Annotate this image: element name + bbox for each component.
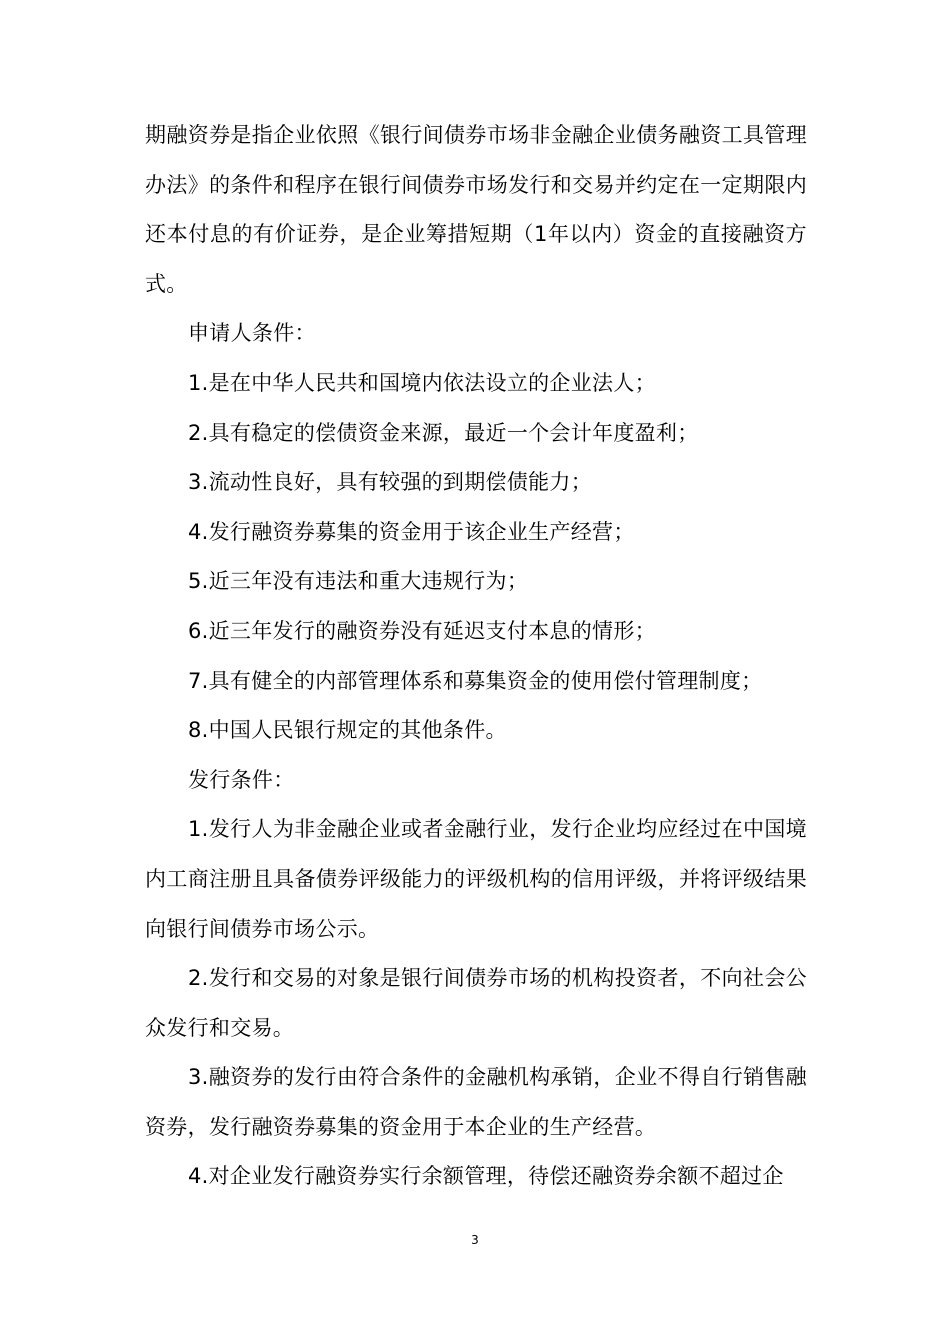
- paragraph: 1.是在中华人民共和国境内依法设立的企业法人；: [188, 370, 656, 395]
- page-number: 3: [471, 1233, 479, 1247]
- paragraph: 1.发行人为非金融企业或者金融行业，发行企业均应经过在中国境内工商注册且具备债券评级能力的评级机构的信用评级，并将评级结果向银行间债券市场公示。: [145, 817, 807, 941]
- paragraph: 3.融资券的发行由符合条件的金融机构承销，企业不得自行销售融资券，发行融资券募集的资金用于本企业的生产经营。: [145, 1065, 807, 1139]
- paragraph: 发行条件：: [188, 767, 295, 792]
- paragraph: 7.具有健全的内部管理体系和募集资金的使用偿付管理制度；: [188, 668, 763, 693]
- paragraph: 申请人条件：: [188, 321, 316, 346]
- paragraph: 期融资券是指企业依照《银行间债券市场非金融企业债务融资工具管理办法》的条件和程序在银行间债券市场发行和交易并约定在一定期限内还本付息的有价证券，是企业筹措短期（1年以内）资金的直接融资方式。: [145, 123, 807, 296]
- paragraph: 2.发行和交易的对象是银行间债券市场的机构投资者，不向社会公众发行和交易。: [145, 966, 807, 1040]
- paragraph: 8.中国人民银行规定的其他条件。: [188, 718, 507, 743]
- paragraph: 4.发行融资券募集的资金用于该企业生产经营；: [188, 519, 635, 544]
- paragraph: 2.具有稳定的偿债资金来源，最近一个会计年度盈利；: [188, 420, 699, 445]
- paragraph: 3.流动性良好，具有较强的到期偿债能力；: [188, 470, 593, 495]
- paragraph: 6.近三年发行的融资券没有延迟支付本息的情形；: [188, 618, 656, 643]
- document-body: [145, 111, 807, 1202]
- paragraph: 5.近三年没有违法和重大违规行为；: [188, 569, 529, 594]
- paragraph: 4.对企业发行融资券实行余额管理，待偿还融资券余额不超过企: [188, 1164, 784, 1189]
